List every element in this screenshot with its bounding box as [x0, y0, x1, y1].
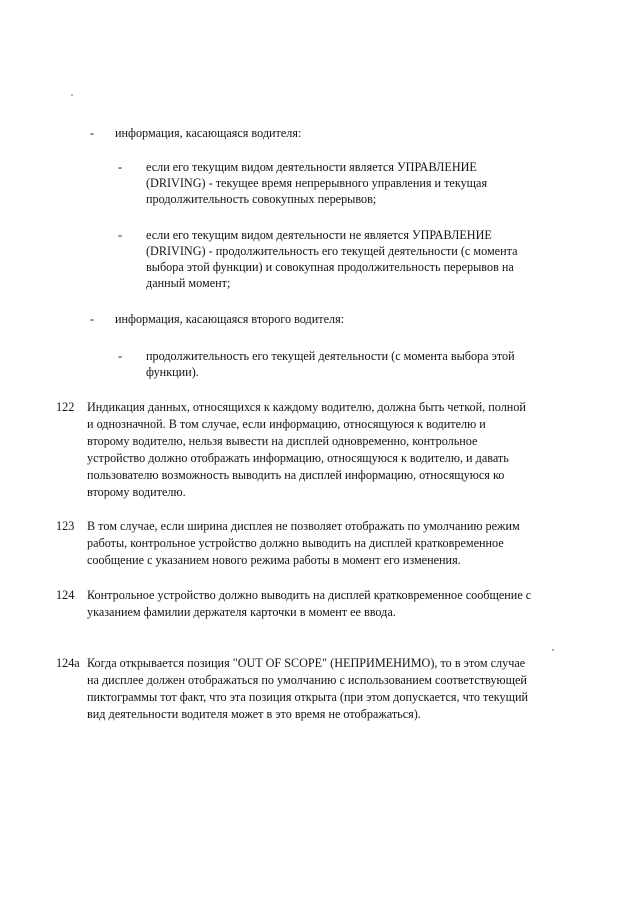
sub-bullet-line: продолжительность его текущей деятельности (с момента выбора этой [146, 349, 515, 363]
sub-bullet-line: (DRIVING) - продолжительность его текущей деятельности (с момента [146, 244, 518, 258]
paragraph-line: пользователю возможность выводить на дисплей информацию, относящуюся ко [87, 468, 505, 482]
bullet-driver-info: информация, касающаяся водителя: [115, 126, 302, 140]
sub-bullet-line: если его текущим видом деятельности является УПРАВЛЕНИЕ [146, 160, 477, 174]
paragraph-line: пиктограммы тот факт, что эта позиция открыта (при этом допускается, что текущий [87, 690, 529, 704]
paragraph-line: второму водителю, нельзя вывести на дисплей одновременно, контрольное [87, 434, 478, 448]
paragraph-line: устройство должно отображать информацию, относящуюся к водителю, и давать [87, 451, 509, 465]
paragraph-line: Когда открывается позиция "OUT OF SCOPE" (НЕПРИМЕНИМО), то в этом случае [87, 656, 526, 670]
bullet-second-driver-info: информация, касающаяся второго водителя: [115, 312, 345, 326]
bullet-marker: - [90, 312, 95, 326]
sub-bullet-line: продолжительность совокупных перерывов; [146, 192, 377, 206]
sub-bullet-marker: - [118, 160, 123, 174]
sub-bullet-line: данный момент; [146, 276, 231, 290]
paragraph-line: на дисплее должен отображаться по умолчанию с использованием соответствующей [87, 673, 527, 687]
paragraph-line: сообщение с указанием нового режима работы в момент его изменения. [87, 553, 461, 567]
sub-bullet-marker: - [118, 349, 123, 363]
paragraph-line: Индикация данных, относящихся к каждому водителю, должна быть четкой, полной [87, 400, 526, 414]
sub-bullet-line: если его текущим видом деятельности не является УПРАВЛЕНИЕ [146, 228, 492, 242]
paragraph-line: вид деятельности водителя может в это время не отображаться). [87, 707, 421, 721]
scan-speck [71, 94, 73, 96]
paragraph-line: и однозначной. В том случае, если информацию, относящуюся к водителю и [87, 417, 486, 431]
sub-bullet-line: выбора этой функции) и совокупная продолжительность перерывов на [146, 260, 514, 274]
sub-bullet-line: функции). [146, 365, 199, 379]
paragraph-number: 123 [56, 519, 75, 533]
sub-bullet-line: (DRIVING) - текущее время непрерывного управления и текущая [146, 176, 488, 190]
paragraph-line: указанием фамилии держателя карточки в момент ее ввода. [87, 605, 396, 619]
paragraph-number: 124 [56, 588, 75, 602]
paragraph-line: Контрольное устройство должно выводить на дисплей кратковременное сообщение с [87, 588, 532, 602]
scan-speck [552, 649, 554, 651]
paragraph-line: второму водителю. [87, 485, 186, 499]
bullet-marker: - [90, 126, 95, 140]
paragraph-number: 122 [56, 400, 75, 414]
paragraph-line: В том случае, если ширина дисплея не позволяет отображать по умолчанию режим [87, 519, 520, 533]
sub-bullet-marker: - [118, 228, 123, 242]
paragraph-number: 124a [56, 656, 80, 670]
paragraph-line: работы, контрольное устройство должно выводить на дисплей кратковременное [87, 536, 504, 550]
